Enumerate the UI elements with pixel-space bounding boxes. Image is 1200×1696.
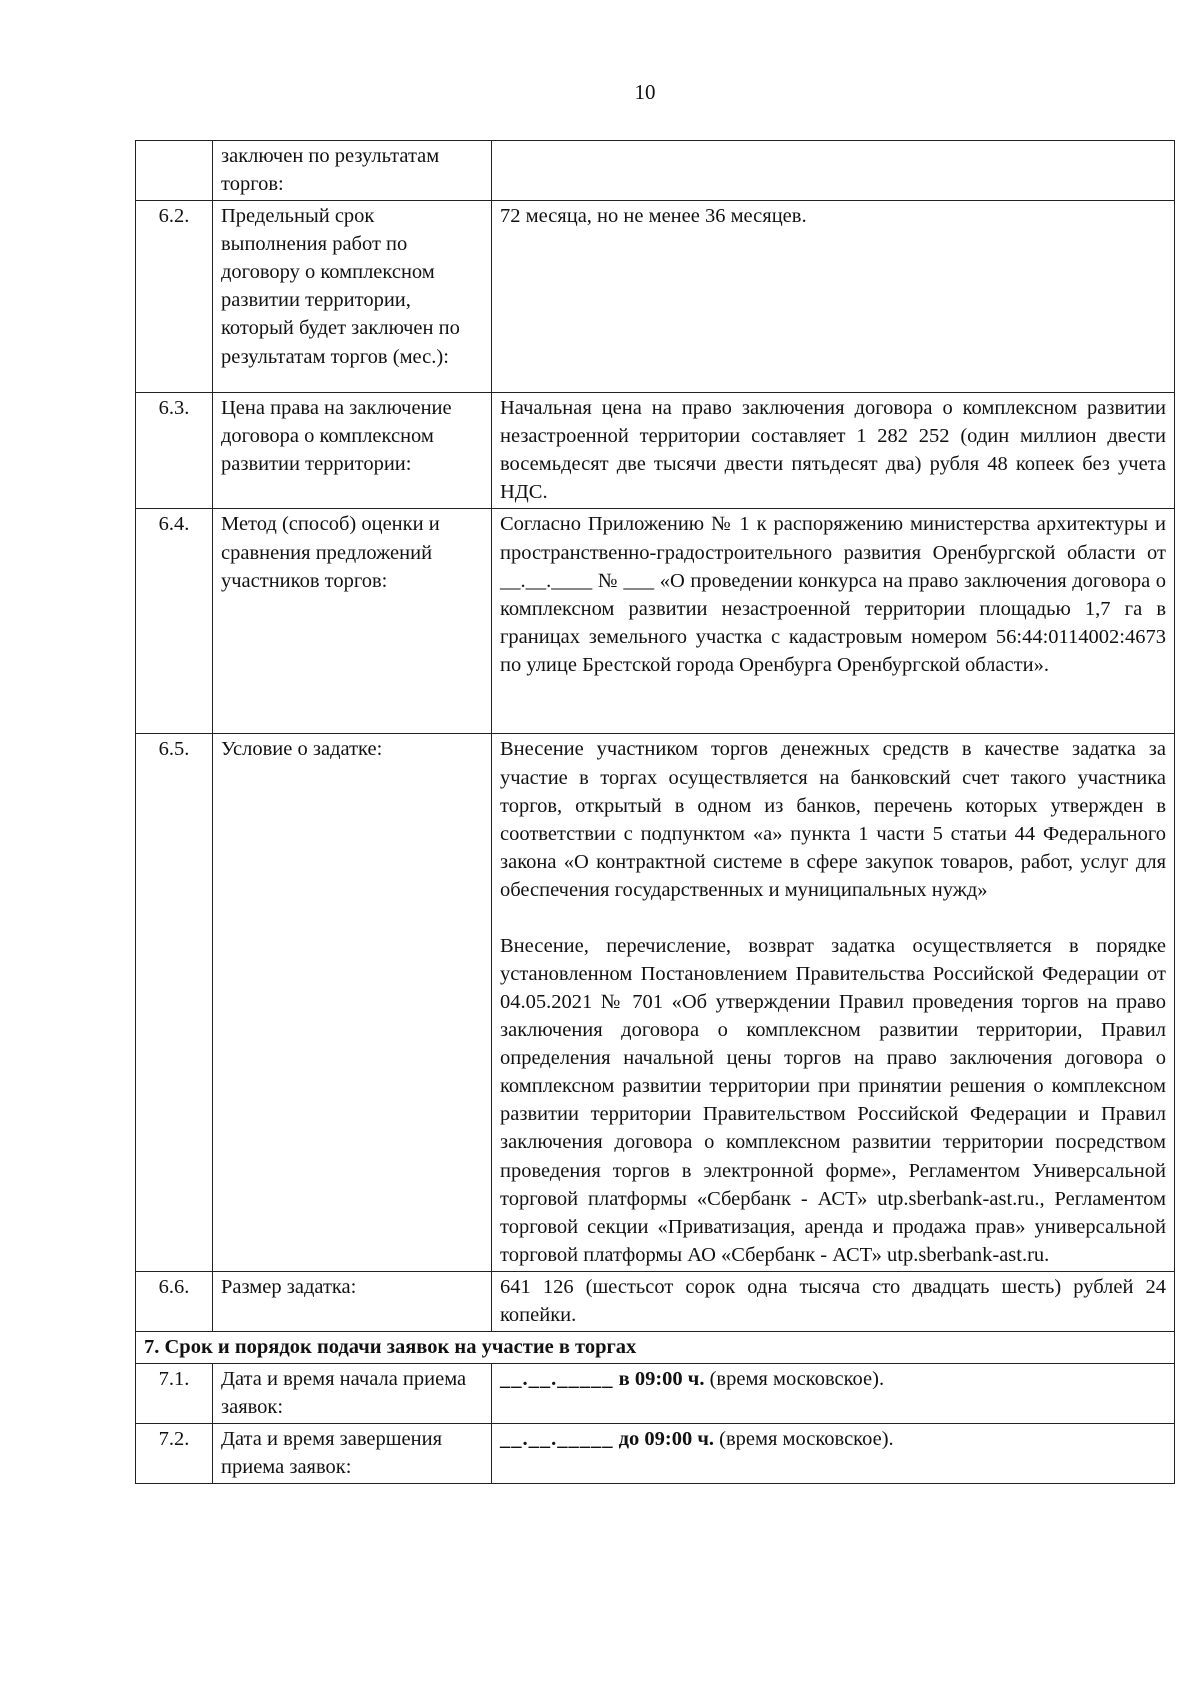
section-header-row [136,1332,1175,1364]
row-number: 7.1. [136,1364,213,1424]
row-value [492,1424,1175,1484]
table-row [136,141,1175,201]
row-label: Дата и время завершения приема заявок: [213,1424,492,1484]
row-number: 6.6. [136,1271,213,1331]
time-value: в 09:00 ч. [618,1368,705,1391]
table-row [136,734,1175,1271]
row-number: 6.3. [136,393,213,509]
row-number: 6.5. [136,734,213,1271]
requirements-table [135,140,1175,1484]
row-value [492,734,1175,1271]
row-value [492,1364,1175,1424]
row-label: Дата и время начала приема заявок: [213,1364,492,1424]
row-label: Цена права на заключение договора о комплексном развитии территории: [213,393,492,509]
row-label: Размер задатка: [213,1271,492,1331]
row-label: Условие о задатке: [213,734,492,1271]
row-label: заключен по результатам торгов: [213,141,492,201]
table-row [136,509,1175,734]
row-label: Метод (способ) оценки и сравнения предложений участников торгов: [213,509,492,734]
table-row [136,1424,1175,1484]
row-value: Согласно Приложению № 1 к распоряжению министерства архитектуры и пространственно-градостроительного развития Оренбургской области от __.__.____ № ___ «О проведении конкурса на право заключения договора о комплексном развитии незастроенной территории площадью 1,7 га в границах земельного участка с кадастровым номером 56:44:0114002:4673 по улице Брестской города Оренбурга Оренбургской области». [492,509,1175,734]
row-label: Предельный срок выполнения работ по договору о комплексном развитии территории, который будет заключен по результатам торгов (мес.): [213,201,492,393]
row-value: 641 126 (шестьсот сорок одна тысяча сто двадцать шесть) рублей 24 копейки. [492,1271,1175,1331]
row-number: 6.4. [136,509,213,734]
row-value: 72 месяца, но не менее 36 месяцев. [492,201,1175,393]
section-7-title: 7. Срок и порядок подачи заявок на участие в торгах [136,1332,1175,1364]
time-suffix: (время московское). [719,1428,894,1451]
table-row [136,393,1175,509]
row-number: 7.2. [136,1424,213,1484]
time-suffix: (время московское). [709,1368,885,1391]
page-number: 10 [634,80,656,104]
row-number: 6.2. [136,201,213,393]
table-row [136,1271,1175,1331]
time-value: до 09:00 ч. [618,1428,715,1451]
row-value: Начальная цена на право заключения договора о комплексном развитии незастроенной территории составляет 1 282 252 (один миллион двести восемьдесят две тысячи двести пятьдесят два) рубля 48 копеек без учета НДС. [492,393,1175,509]
table-row [136,1364,1175,1424]
row-number [136,141,213,201]
date-blank: __.__._____ [500,1368,614,1391]
date-blank: __.__._____ [500,1428,614,1451]
row-value [492,141,1175,201]
deposit-paragraph-1: Внесение участником торгов денежных средств в качестве задатка за участие в торгах осуществляется на банковский счет такого участника торгов, открытый в одном из банков, перечень которых утвержден в соответствии с подпунктом «а» пункта 1 части 5 статьи 44 Федерального закона «О контрактной системе в сфере закупок товаров, работ, услуг для обеспечения государственных и муниципальных нужд» [500,738,1166,901]
table-row [136,201,1175,393]
deposit-paragraph-2: Внесение, перечисление, возврат задатка осуществляется в порядке установленном Постановлением Правительства Российской Федерации от 04.05.2021 № 701 «Об утверждении Правил проведения торгов на право заключения договора о комплексном развитии территории, Правил определения начальной цены торгов на право заключения договора о комплексном развитии территории при принятии решения о комплексном развитии территории Правительством Российской Федерации и Правил заключения договора о комплексном развитии территории посредством проведения торгов в электронной форме», Регламентом Универсальной торговой платформы «Сбербанк - АСТ» utp.sberbank-ast.ru., Регламентом торговой секции «Приватизация, аренда и продажа прав» универсальной торговой платформы АО «Сбербанк - АСТ» utp.sberbank-ast.ru. [500,934,1166,1266]
